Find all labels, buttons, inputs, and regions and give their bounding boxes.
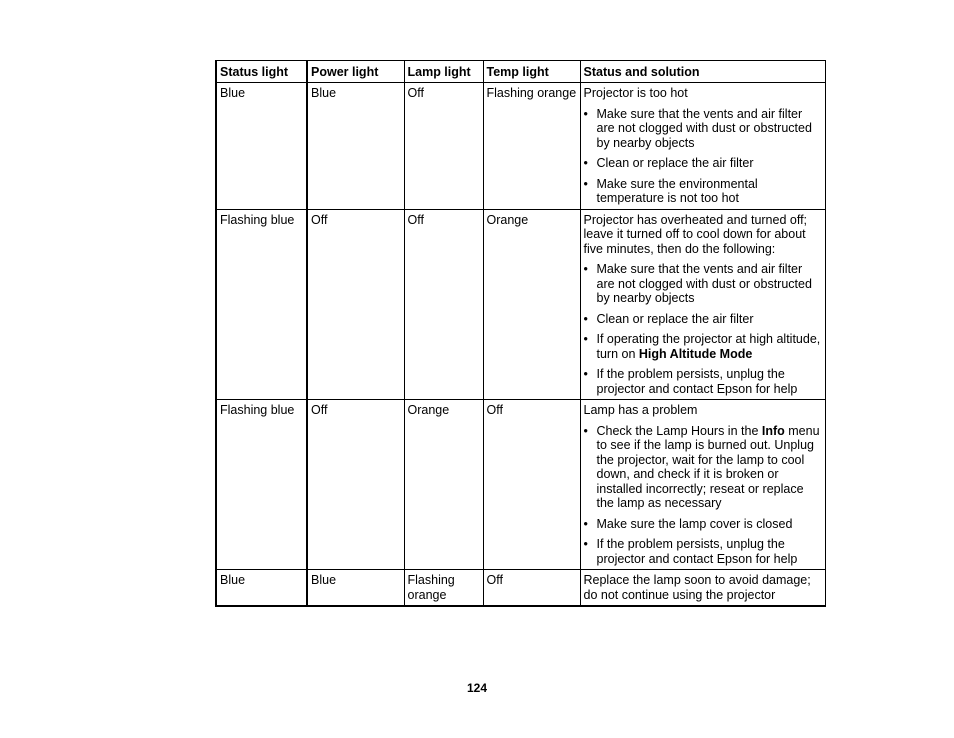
solution-list-item: [584, 367, 822, 396]
solution-text: Make sure that the vents and air filter are not clogged with dust or obstructed by nearby objects: [596, 262, 812, 305]
header-lamp-light: Lamp light: [404, 61, 483, 83]
solution-text: If the problem persists, unplug the projector and contact Epson for help: [596, 537, 798, 566]
bullet-icon: •: [583, 176, 588, 191]
solution-list-item: [584, 332, 822, 361]
bullet-icon: •: [583, 537, 588, 551]
solution-list-item: [584, 537, 822, 566]
solution-summary: Projector is too hot: [583, 86, 688, 100]
status-light-cell: Blue: [216, 570, 307, 607]
bullet-icon: •: [583, 262, 588, 276]
table-row: [216, 400, 825, 570]
solution-summary: Replace the lamp soon to avoid damage; do not continue using the projector: [583, 573, 811, 602]
status-light-cell: Flashing blue: [216, 209, 307, 400]
menu-option-name: Info: [761, 423, 785, 438]
status-and-solution-cell: [580, 83, 825, 210]
solution-list: [584, 262, 822, 396]
status-light-cell: Blue: [216, 83, 307, 210]
solution-text: Clean or replace the air filter: [596, 311, 754, 326]
solution-text: Check the Lamp Hours in the: [596, 423, 762, 438]
header-temp-light: Temp light: [483, 61, 580, 83]
solution-list-item: [584, 107, 822, 151]
solution-summary: Lamp has a problem: [583, 403, 698, 417]
temp-light-cell: Off: [483, 570, 580, 607]
power-light-cell: Off: [307, 400, 404, 570]
bullet-icon: •: [583, 332, 588, 346]
page-number: 124: [466, 681, 488, 695]
table-row: [216, 83, 825, 210]
table-header-row: [216, 61, 825, 83]
table-row: [216, 209, 825, 400]
solution-text: If the problem persists, unplug the projector and contact Epson for help: [596, 367, 798, 396]
solution-list: [584, 424, 822, 567]
solution-list-item: [584, 424, 822, 511]
solution-list: [584, 107, 822, 206]
solution-list-item: [584, 177, 822, 206]
header-power-light: Power light: [307, 61, 404, 83]
status-and-solution-cell: [580, 570, 825, 607]
status-light-cell: Flashing blue: [216, 400, 307, 570]
solution-list-item: [584, 262, 822, 306]
menu-option-name: High Altitude Mode: [638, 346, 753, 361]
bullet-icon: •: [583, 106, 588, 121]
temp-light-cell: Flashing orange: [483, 83, 580, 210]
header-status-light: Status light: [216, 61, 307, 83]
lamp-light-cell: Flashing orange: [404, 570, 483, 607]
bullet-icon: •: [583, 156, 588, 170]
bullet-icon: •: [583, 423, 588, 438]
power-light-cell: Blue: [307, 570, 404, 607]
solution-text: Make sure that the vents and air filter are not clogged with dust or obstructed by nearby objects: [596, 106, 812, 150]
table-row: [216, 570, 825, 607]
power-light-cell: Off: [307, 209, 404, 400]
temp-light-cell: Orange: [483, 209, 580, 400]
power-light-cell: Blue: [307, 83, 404, 210]
solution-text: Clean or replace the air filter: [596, 156, 754, 170]
table-body: [216, 83, 825, 607]
lamp-light-cell: Off: [404, 209, 483, 400]
solution-text: If operating the projector at high altitude, turn on: [596, 332, 821, 361]
solution-list-item: [584, 156, 822, 171]
solution-text: Make sure the lamp cover is closed: [596, 516, 793, 531]
header-status-and-solution: Status and solution: [580, 61, 825, 83]
bullet-icon: •: [583, 367, 588, 381]
solution-list-item: [584, 312, 822, 327]
solution-summary: Projector has overheated and turned off; leave it turned off to cool down for about five minutes, then do the following:: [583, 212, 808, 256]
bullet-icon: •: [583, 516, 588, 531]
solution-text: Make sure the environmental temperature is not too hot: [596, 176, 758, 205]
temp-light-cell: Off: [483, 400, 580, 570]
solution-list-item: [584, 517, 822, 532]
status-light-table: [215, 60, 826, 607]
lamp-light-cell: Orange: [404, 400, 483, 570]
lamp-light-cell: Off: [404, 83, 483, 210]
status-and-solution-cell: [580, 209, 825, 400]
status-and-solution-cell: [580, 400, 825, 570]
bullet-icon: •: [583, 311, 588, 326]
solution-text: menu to see if the lamp is burned out. Unplug the projector, wait for the lamp to cool down, and check if it is broken or installed incorrectly; reseat or replace the lamp as necessary: [596, 423, 820, 510]
